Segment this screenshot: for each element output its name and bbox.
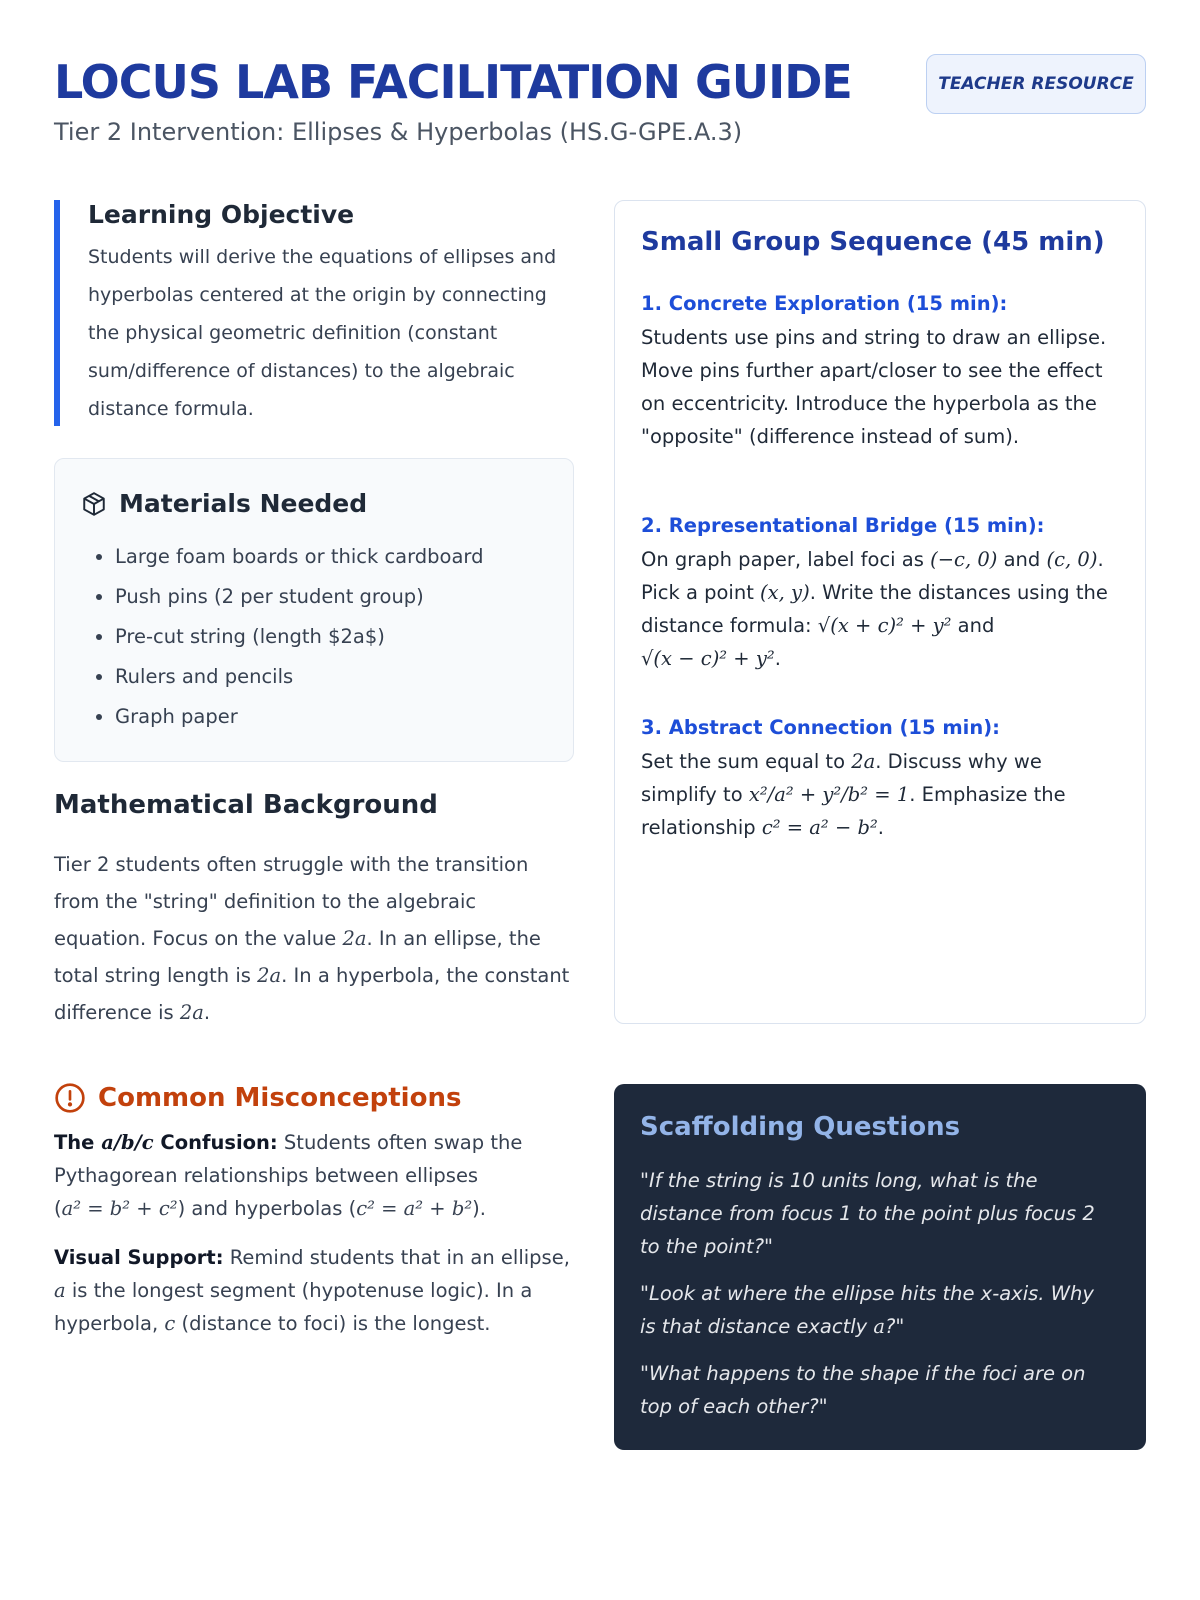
step-text: Students use pins and string to draw an ellipse. Move pins further apart/closer to see the effect on eccentricity. Introduce the hyperbola as the "opposite" (difference instead of sum). (641, 326, 1107, 448)
scaffolding-heading: Scaffolding Questions (640, 1112, 961, 1142)
misconceptions-section (54, 1082, 574, 1340)
page-subtitle: Tier 2 Intervention: Ellipses & Hyperbolas (HS.G-GPE.A.3) (54, 118, 743, 146)
math-background-section (54, 790, 584, 1031)
sequence-card (614, 200, 1146, 1024)
misconception-abc: The a/b/c Confusion: Students often swap the Pythagorean relationships between ellipses (a² = b² + c²) and hyperbolas (c² = a² + b²). (54, 1131, 523, 1220)
sequence-heading: Small Group Sequence (45 min) (641, 227, 1105, 257)
learning-objective-text: Students will derive the equations of ellipses and hyperbolas centered at the origin by connecting the physical geometric definition (constant sum/difference of distances) to the algebraic distance formula. (88, 246, 557, 420)
materials-heading: Materials Needed (119, 489, 368, 518)
learning-objective-heading: Learning Objective (88, 200, 355, 229)
sequence-step-1 (641, 289, 1111, 453)
cube-icon (81, 491, 107, 517)
step-text: Set the sum equal to 2a. Discuss why we simplify to x²/a² + y²/b² = 1. Emphasize the relationship c² = a² − b². (641, 750, 1066, 839)
materials-item: • Graph paper (115, 697, 585, 737)
scaffolding-question: "If the string is 10 units long, what is the distance from focus 1 to the point plus focus 2 to the point?" (640, 1169, 1095, 1258)
step-label: 2. Representational Bridge (15 min): (641, 514, 1045, 537)
scaffolding-card (614, 1084, 1146, 1450)
learning-objective-section (54, 200, 574, 426)
teacher-resource-badge: TEACHER RESOURCE (926, 54, 1146, 114)
scaffolding-question: "Look at where the ellipse hits the x-axis. Why is that distance exactly a?" (640, 1282, 1094, 1338)
step-text: On graph paper, label foci as (−c, 0) and (c, 0). Pick a point (x, y). Write the distances using the distance formula: √(x + c)² + y² and √(x − c)² + y². (641, 548, 1108, 670)
scaffolding-question: "What happens to the shape if the foci are on top of each other?" (640, 1362, 1086, 1418)
page-title: LOCUS LAB FACILITATION GUIDE (54, 55, 852, 109)
materials-item: • Rulers and pencils (115, 657, 585, 697)
math-background-text: Tier 2 students often struggle with the transition from the "string" definition to the algebraic equation. Focus on the value 2a. In an ellipse, the total string length is 2a. In a hyperbola, the constant difference is 2a. (54, 853, 570, 1024)
materials-item: • Pre-cut string (length $2a$) (115, 617, 585, 657)
materials-item: • Push pins (2 per student group) (115, 577, 585, 617)
materials-list (87, 537, 585, 737)
misconception-visual-support: Visual Support: Remind students that in an ellipse, a is the longest segment (hypotenuse logic). In a hyperbola, c (distance to foci) is the longest. (54, 1246, 570, 1335)
sequence-step-2 (641, 511, 1111, 675)
step-label: 3. Abstract Connection (15 min): (641, 716, 1000, 739)
alert-circle-icon (54, 1082, 86, 1114)
materials-item: • Large foam boards or thick cardboard (115, 537, 585, 577)
step-label: 1. Concrete Exploration (15 min): (641, 292, 1008, 315)
misconceptions-heading: Common Misconceptions (98, 1083, 462, 1113)
materials-card (54, 458, 574, 762)
math-background-heading: Mathematical Background (54, 790, 438, 820)
sequence-step-3 (641, 713, 1111, 844)
